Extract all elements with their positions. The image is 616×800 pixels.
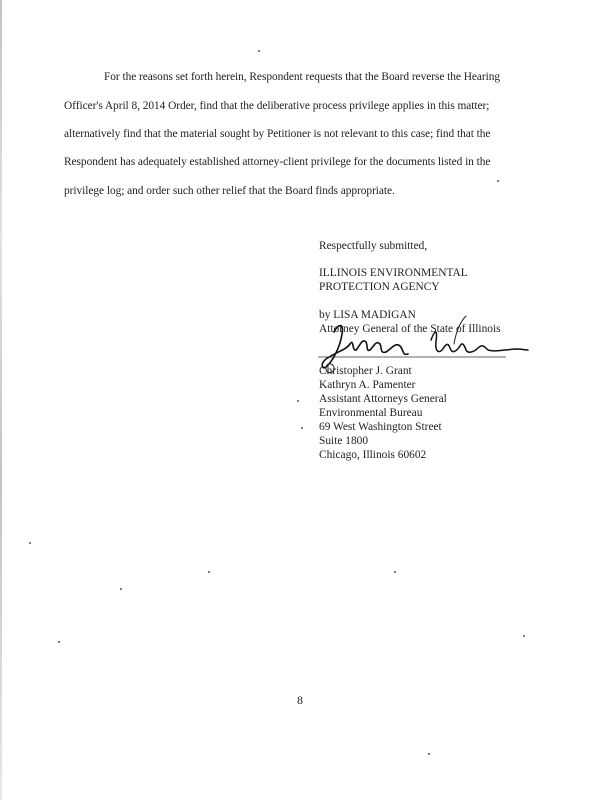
paragraph-line: Officer's April 8, 2014 Order, find that the deliberative process privilege applies in this matter; [64, 100, 490, 112]
scan-speck [428, 753, 430, 755]
scan-speck [58, 641, 60, 643]
signer-name: Kathryn A. Pamenter [319, 379, 416, 391]
scan-speck [497, 180, 499, 182]
paragraph-line: privilege log; and order such other relief that the Board finds appropriate. [64, 185, 395, 197]
scan-speck [258, 50, 260, 52]
by-line: by LISA MADIGAN [319, 309, 416, 321]
signer-title: Assistant Attorneys General [319, 393, 447, 405]
paragraph-line: For the reasons set forth herein, Respondent requests that the Board reverse the Hearing [104, 71, 501, 83]
signer-name: Christopher J. Grant [319, 365, 412, 377]
scan-speck [301, 427, 303, 429]
page-number: 8 [297, 693, 303, 707]
city-state-zip: Chicago, Illinois 60602 [319, 449, 427, 461]
scan-speck [29, 542, 31, 544]
closing-text: Respectfully submitted, [319, 240, 428, 252]
street-address: 69 West Washington Street [319, 421, 442, 433]
scan-speck [208, 571, 210, 573]
attorney-general-title: Attorney General of the State of Illinois [319, 323, 501, 335]
scan-speck [523, 635, 525, 637]
bureau-name: Environmental Bureau [319, 407, 423, 419]
scan-edge-shadow [0, 0, 2, 800]
scan-speck [394, 571, 396, 573]
scan-speck [297, 400, 299, 402]
scan-speck [120, 588, 122, 590]
suite-number: Suite 1800 [319, 435, 369, 447]
paragraph-line: alternatively find that the material sought by Petitioner is not relevant to this case; find that the [64, 128, 491, 140]
paragraph-line: Respondent has adequately established attorney-client privilege for the documents listed in the [64, 156, 491, 168]
agency-name-line-1: ILLINOIS ENVIRONMENTAL [319, 267, 468, 279]
agency-name-line-2: PROTECTION AGENCY [319, 281, 440, 293]
